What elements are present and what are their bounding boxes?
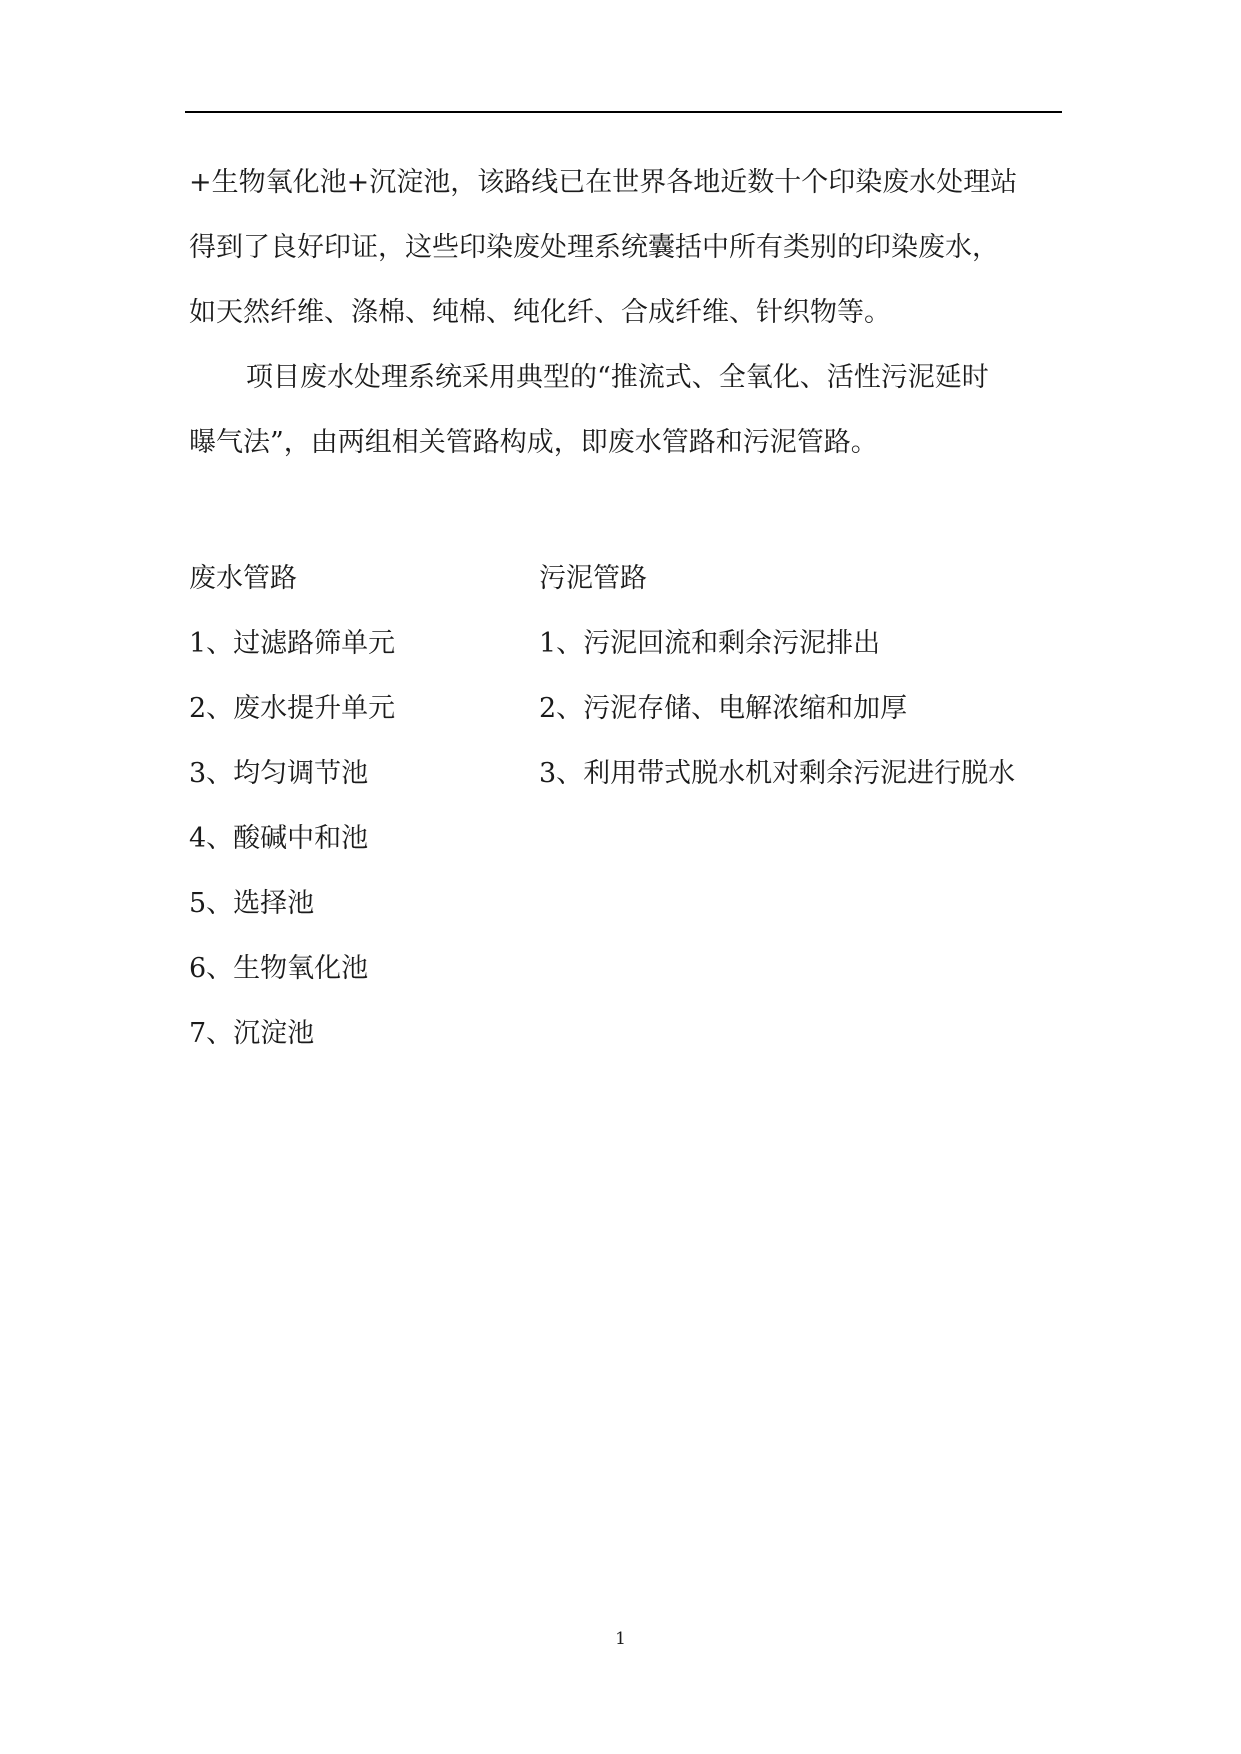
sludge-pipeline-list xyxy=(539,546,1079,806)
body-text xyxy=(189,150,1069,475)
paragraph-line: +生物氧化池+沉淀池，该路线已在世界各地近数十个印染废水处理站 xyxy=(189,167,1018,198)
sludge-pipeline-heading: 污泥管路 xyxy=(539,563,647,594)
list-item: 5、选择池 xyxy=(189,888,315,919)
list-item: 2、污泥存储、电解浓缩和加厚 xyxy=(539,693,908,724)
list-item: 1、过滤路筛单元 xyxy=(189,628,396,659)
page-number: 1 xyxy=(615,1629,626,1649)
list-item: 3、利用带式脱水机对剩余污泥进行脱水 xyxy=(539,758,1016,789)
list-item: 4、酸碱中和池 xyxy=(189,823,369,854)
list-item: 6、生物氧化池 xyxy=(189,953,369,984)
list-item: 1、污泥回流和剩余污泥排出 xyxy=(539,628,881,659)
header-rule xyxy=(185,111,1062,113)
wastewater-pipeline-heading: 废水管路 xyxy=(189,563,297,594)
paragraph-line: 项目废水处理系统采用典型的“推流式、全氧化、活性污泥延时 xyxy=(246,362,989,393)
list-item: 3、均匀调节池 xyxy=(189,758,369,789)
wastewater-pipeline-list xyxy=(189,546,519,1066)
list-item: 7、沉淀池 xyxy=(189,1018,315,1049)
paragraph-line: 得到了良好印证，这些印染废处理系统囊括中所有类别的印染废水， xyxy=(189,232,999,263)
list-item: 2、废水提升单元 xyxy=(189,693,396,724)
paragraph-system-description xyxy=(189,345,1069,475)
paragraph-process-route xyxy=(189,150,1069,345)
paragraph-line: 如天然纤维、涤棉、纯棉、纯化纤、合成纤维、针织物等。 xyxy=(189,297,891,328)
paragraph-line: 曝气法”，由两组相关管路构成，即废水管路和污泥管路。 xyxy=(189,427,878,458)
